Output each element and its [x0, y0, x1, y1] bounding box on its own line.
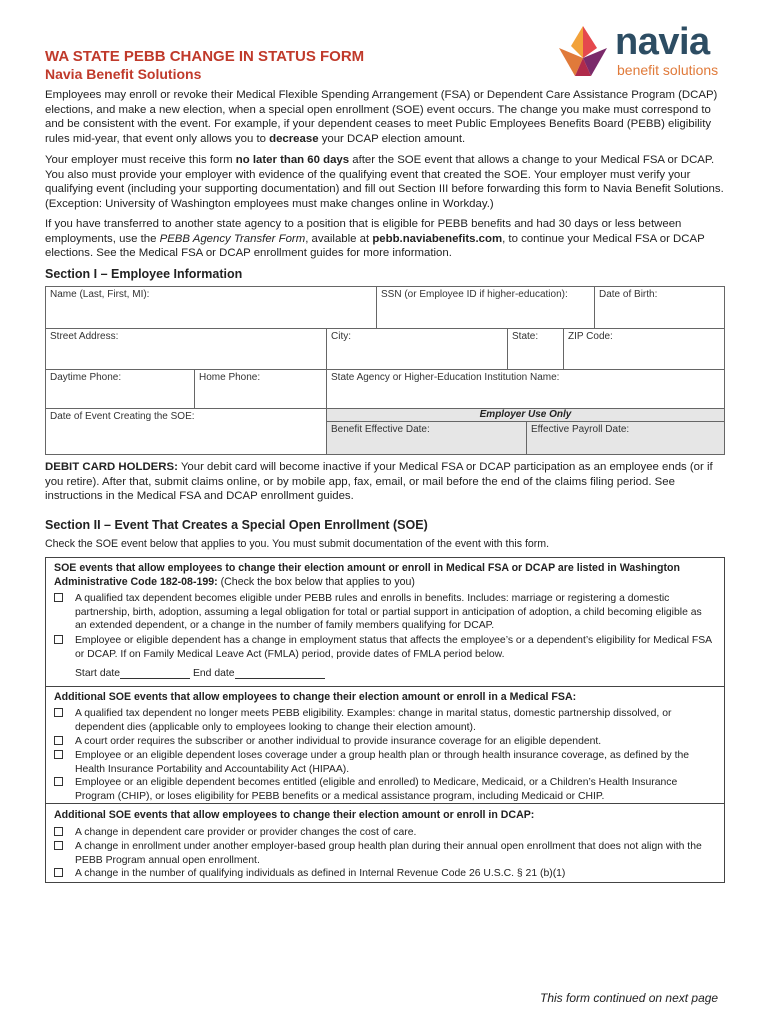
intro-p3-mid: , available at [305, 232, 373, 245]
name-field[interactable] [45, 286, 377, 329]
checkbox[interactable] [54, 750, 63, 759]
street-address-field[interactable] [45, 328, 327, 370]
intro-p2-text: Your employer must receive this form [45, 154, 236, 166]
name-label: Name (Last, First, MI): [50, 289, 150, 300]
ssn-label: SSN (or Employee ID if higher-education): [381, 289, 568, 300]
intro-paragraph-1 [45, 88, 725, 146]
block1-heading [54, 562, 714, 589]
checkbox[interactable] [54, 708, 63, 717]
event-date-label: Date of Event Creating the SOE: [50, 411, 195, 422]
intro-p1-bold: decrease [269, 132, 319, 145]
benefit-date-label: Benefit Effective Date: [331, 424, 430, 435]
agency-label: State Agency or Higher-Education Institution Name: [331, 372, 560, 383]
logo-wordmark: navia [615, 21, 710, 63]
daytime-phone-field[interactable] [45, 369, 195, 409]
block3-heading: Additional SOE events that allow employees to change their election amount or enroll in DCAP: [54, 809, 535, 821]
checkbox[interactable] [54, 841, 63, 850]
soe-option-text: A change in enrollment under another employer-based group health plan during their annual open enrollment that does not align with the PEBB Program annual open enrollment. [75, 841, 702, 866]
checkbox[interactable] [54, 736, 63, 745]
section1-heading: Section I – Employee Information [45, 267, 243, 281]
state-field[interactable] [507, 328, 564, 370]
navia-logo-mark-icon [553, 22, 613, 82]
debit-card-label: DEBIT CARD HOLDERS: [45, 461, 178, 473]
soe-option-text: A court order requires the subscriber or another individual to provide insurance coverage for an eligible dependent. [75, 736, 602, 747]
home-phone-field[interactable] [194, 369, 327, 409]
event-date-field[interactable] [45, 408, 327, 455]
soe-block-general [46, 558, 724, 687]
intro-p3-text: If you have transferred to another state agency to a position that is eligible for PEBB benefits and had 30 days or less between employments, use the [45, 218, 682, 245]
form-subtitle: Navia Benefit Solutions [45, 66, 202, 82]
end-date-input[interactable] [235, 668, 325, 679]
intro-p1-end: your DCAP election amount. [318, 132, 466, 145]
intro-p2-bold: no later than 60 days [235, 154, 350, 166]
continued-note: This form continued on next page [540, 991, 719, 1005]
checkbox[interactable] [54, 593, 63, 602]
navia-logo [553, 22, 733, 82]
payroll-date-field [526, 421, 725, 455]
city-label: City: [331, 331, 351, 342]
checkbox[interactable] [54, 777, 63, 786]
soe-block-medical-fsa [46, 687, 724, 804]
checkbox[interactable] [54, 827, 63, 836]
agency-field[interactable] [326, 369, 725, 409]
intro-p1-text: Employees may enroll or revoke their Medical Flexible Spending Arrangement (FSA) or Dependent Care Assistance Program (DCAP) elections, and make a new election, when a special open enrollment (SOE) event occurs. The change you make must correspond to and be consistent with the event. For example, if your dependent ceases to meet Public Employees Benefits Board (PEBB) eligibility rules mid-year, that event only allows you to [45, 89, 718, 145]
end-date-label: End date [192, 668, 235, 679]
soe-option-text: A change in dependent care provider or provider changes the cost of care. [75, 827, 417, 838]
benefit-effective-date-field [326, 421, 527, 455]
debit-card-text: Your debit card will become inactive if your Medical FSA or DCAP participation as an employee ends (or if you retire). After that, submit claims online, or by mobile app, fax, email, or mail before the end of the claims filing period. See instructions in the Medical FSA and DCAP enrollment guides. [45, 461, 713, 503]
employer-use-header: Employer Use Only [326, 408, 725, 422]
street-label: Street Address: [50, 331, 119, 342]
block1-heading-note: (Check the box below that applies to you) [217, 575, 415, 588]
zip-field[interactable] [563, 328, 725, 370]
dob-label: Date of Birth: [599, 289, 658, 300]
payroll-date-label: Effective Payroll Date: [531, 424, 630, 435]
fmla-dates-row [75, 668, 325, 679]
ssn-field[interactable] [376, 286, 595, 329]
block1-heading-bold: SOE events that allow employees to change their election amount or enroll in Medical FSA or DCAP are listed in Washington Administrative Code 182-08-199: [54, 562, 680, 588]
debit-card-notice [45, 460, 725, 504]
intro-p3-end: , to continue your Medical FSA or DCAP elections. See the Medical FSA or DCAP enrollment guides for more information. [45, 232, 705, 260]
dob-field[interactable] [594, 286, 725, 329]
state-label: State: [512, 331, 539, 342]
intro-paragraph-3 [45, 217, 725, 261]
soe-block-dcap [46, 804, 724, 882]
daytime-phone-label: Daytime Phone: [50, 372, 122, 383]
section2-instruction: Check the SOE event below that applies to you. You must submit documentation of the event with this form. [45, 538, 550, 550]
start-date-label: Start date [75, 668, 121, 679]
soe-option-text: Employee or an eligible dependent loses coverage under a group health plan or through health insurance coverage, as defined by the Health Insurance Portability and Accountability Act (HIPAA). [75, 750, 690, 775]
checkbox[interactable] [54, 868, 63, 877]
soe-option-text: A qualified tax dependent no longer meets PEBB eligibility. Examples: change in marital status, domestic partnership dissolved, or dependent dies (applicable only to employees looking to change their election amount). [75, 708, 672, 733]
section2-heading: Section II – Event That Creates a Special Open Enrollment (SOE) [45, 518, 428, 532]
form-title: WA STATE PEBB CHANGE IN STATUS FORM [45, 48, 365, 65]
block2-heading: Additional SOE events that allow employees to change their election amount or enroll in a Medical FSA: [54, 691, 577, 703]
checkbox[interactable] [54, 635, 63, 644]
soe-option-text: Employee or an eligible dependent becomes entitled (eligible and enrolled) to Medicare, Medicaid, or a Children’s Health Insurance Program (CHIP), or loses eligibility for PEBB benefits or a medical assistance program, including Medicaid or CHIP. [75, 777, 678, 802]
soe-option-text: Employee or eligible dependent has a change in employment status that affects the employee’s or a dependent’s eligibility for Medical FSA or DCAP. If on Family Medical Leave Act (FMLA) period, provide dates of FMLA period below. [75, 635, 712, 660]
zip-label: ZIP Code: [568, 331, 613, 342]
soe-option-text: A qualified tax dependent becomes eligible under PEBB rules and enrolls in benefits. Includes: marriage or registering a domestic partnership, birth, adoption, assuming a legal obligation for total or partial support in anticipation of adoption, a child becoming eligible as an extended dependent, or a change in the number of family members qualifying for DCAP. [75, 593, 702, 632]
transfer-form-name: PEBB Agency Transfer Form [159, 232, 306, 245]
home-phone-label: Home Phone: [199, 372, 261, 383]
intro-p2-end: after the SOE event that allows a change to your Medical FSA or DCAP. You also must provide your employer with evidence of the qualifying event that created the SOE. Your employer must verify your qualifying event (including your supporting documentation) and fill out Section III before forwarding this form to Navia Benefit Solutions. (Exception: University of Washington employees must make changes online in Workday.) [45, 154, 724, 210]
soe-option-text: A change in the number of qualifying individuals as defined in Internal Revenue Code 26 U.S.C. § 21 (b)(1) [75, 868, 566, 879]
website-link[interactable]: pebb.naviabenefits.com [372, 232, 503, 245]
soe-events-box [45, 557, 725, 883]
city-field[interactable] [326, 328, 508, 370]
start-date-input[interactable] [120, 668, 190, 679]
logo-tagline: benefit solutions [617, 62, 719, 78]
intro-paragraph-2 [45, 153, 725, 211]
